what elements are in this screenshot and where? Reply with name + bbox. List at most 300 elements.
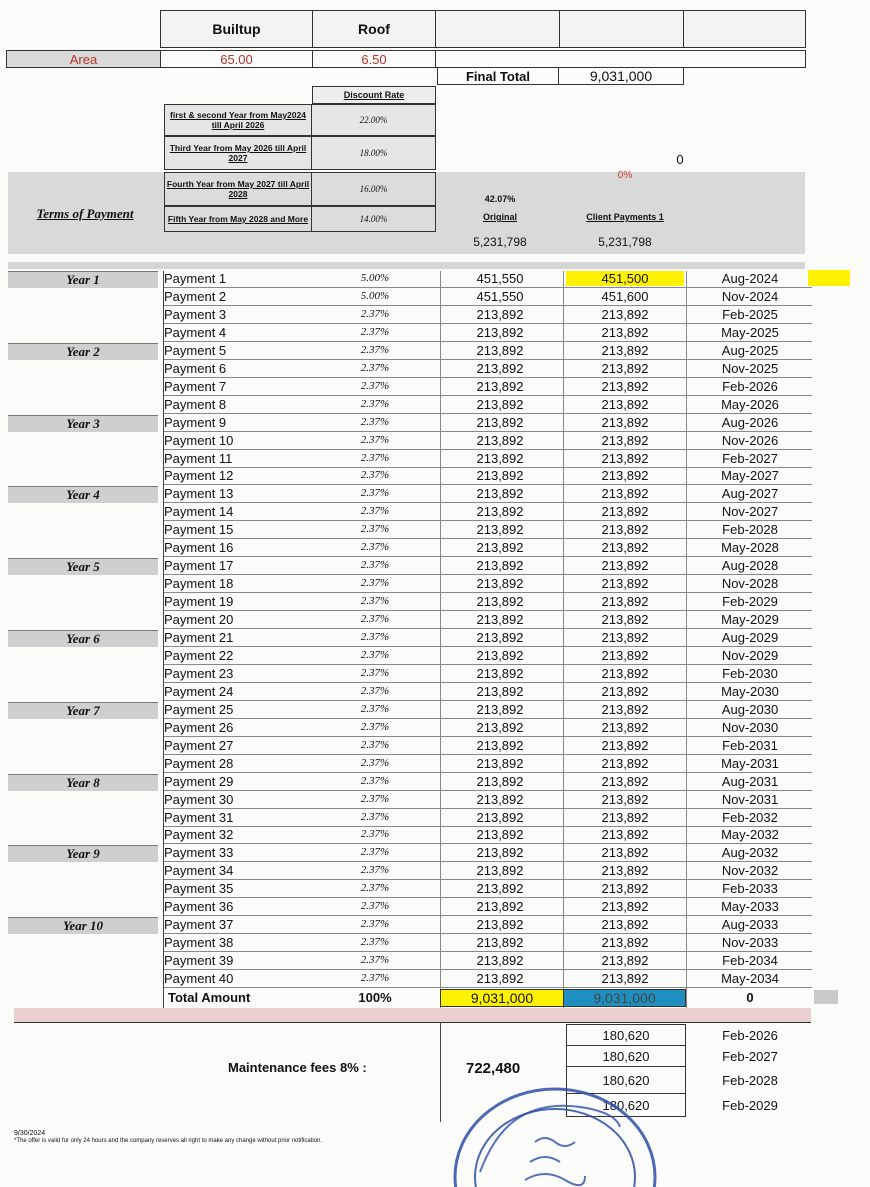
- payment-name: Payment 26: [164, 719, 234, 735]
- payment-client: 213,892: [601, 540, 649, 556]
- table-row: [0, 738, 870, 756]
- payment-name: Payment 3: [164, 306, 227, 322]
- table-row: [0, 953, 870, 971]
- payment-date: Feb-2030: [722, 665, 778, 681]
- payment-percent: 2.37%: [360, 882, 390, 895]
- year-label: Year 9: [8, 845, 158, 862]
- payment-percent: 2.37%: [360, 684, 390, 697]
- year-label: Year 2: [8, 343, 158, 360]
- table-row: [0, 397, 870, 415]
- payment-percent: 2.37%: [360, 343, 390, 356]
- row-rule: [164, 700, 812, 701]
- row-rule: [164, 502, 812, 503]
- payment-original: 213,892: [476, 468, 524, 484]
- payment-client: 213,892: [601, 827, 649, 843]
- year-label: Year 3: [8, 415, 158, 432]
- total-difference: 0: [746, 990, 754, 1005]
- payment-percent: 2.37%: [360, 397, 390, 410]
- payment-date: May-2034: [721, 971, 779, 987]
- payment-name: Payment 20: [164, 612, 234, 628]
- payment-client: 213,892: [601, 468, 649, 484]
- table-row: [0, 540, 870, 558]
- discount-rate-3: 16.00%: [311, 172, 436, 206]
- table-row: [0, 702, 870, 720]
- table-row: [0, 666, 870, 684]
- payment-date: Aug-2030: [721, 701, 779, 717]
- payment-client: 213,892: [601, 396, 649, 412]
- row-rule: [164, 484, 812, 485]
- row-rule: [164, 987, 812, 988]
- row-rule: [164, 969, 812, 970]
- payment-percent: 2.37%: [360, 415, 390, 428]
- payment-name: Payment 24: [164, 683, 234, 699]
- payment-name: Payment 27: [164, 737, 234, 753]
- payment-percent: 5.00%: [360, 272, 390, 284]
- payment-client: 451,600: [601, 288, 649, 304]
- payment-name: Payment 13: [164, 486, 234, 502]
- maint-amount-3: 180,620: [566, 1066, 686, 1094]
- original-percent: 42.07%: [484, 194, 516, 204]
- row-rule: [164, 610, 812, 611]
- payment-client: 213,892: [601, 504, 649, 520]
- payment-name: Payment 21: [164, 630, 234, 645]
- row-rule: [164, 305, 812, 306]
- payment-original: 213,892: [476, 630, 524, 645]
- pink-band: [14, 1008, 811, 1022]
- payment-original: 213,892: [476, 827, 524, 843]
- payment-original: 213,892: [476, 522, 524, 538]
- rule: [14, 1022, 811, 1023]
- payment-date: May-2029: [721, 612, 779, 628]
- row-rule: [164, 826, 812, 827]
- payment-percent: 2.37%: [360, 792, 390, 805]
- payment-name: Payment 38: [164, 935, 234, 951]
- payment-client: 213,892: [601, 935, 649, 951]
- maint-date-4: Feb-2029: [722, 1098, 778, 1113]
- table-row: [0, 289, 870, 307]
- row-rule: [164, 323, 812, 324]
- area-roof: 6.50: [312, 50, 436, 68]
- payment-client: 213,892: [601, 809, 649, 825]
- payment-client: 213,892: [601, 594, 649, 610]
- payment-name: Payment 11: [164, 450, 233, 466]
- payment-date: Nov-2026: [721, 432, 779, 448]
- payment-original: 213,892: [476, 342, 524, 358]
- table-row: [0, 630, 870, 648]
- row-rule: [164, 879, 812, 880]
- payment-name: Payment 39: [164, 953, 234, 969]
- payment-percent: 2.37%: [360, 900, 390, 913]
- client-total: 5,231,798: [598, 235, 652, 249]
- payment-date: Nov-2033: [721, 935, 779, 951]
- payment-client: 213,892: [601, 576, 649, 592]
- table-row: [0, 415, 870, 433]
- payment-date: Nov-2024: [721, 288, 779, 304]
- payment-client: 213,892: [601, 845, 649, 861]
- table-row: [0, 379, 870, 397]
- payment-name: Payment 17: [164, 558, 234, 574]
- payment-date: Feb-2028: [722, 522, 778, 538]
- discount-rate-1: 22.00%: [311, 104, 436, 136]
- payment-name: Payment 28: [164, 755, 234, 771]
- payment-original: 213,892: [476, 701, 524, 717]
- row-rule: [164, 772, 812, 773]
- table-row: [0, 612, 870, 630]
- payment-date: May-2031: [721, 755, 779, 771]
- payment-date: Feb-2032: [722, 809, 778, 825]
- row-rule: [164, 359, 812, 360]
- table-row: [0, 558, 870, 576]
- payment-client: 213,892: [601, 324, 649, 340]
- payment-percent: 2.37%: [360, 720, 390, 733]
- roof-header: Roof: [312, 10, 436, 48]
- payment-percent: 2.37%: [360, 487, 390, 500]
- row-rule: [164, 682, 812, 683]
- payment-date: Aug-2027: [721, 486, 779, 502]
- discount-label-2: Third Year from May 2026 till April 2027: [164, 136, 312, 170]
- payment-name: Payment 32: [164, 827, 234, 843]
- row-rule: [164, 646, 812, 647]
- payment-original: 213,892: [476, 504, 524, 520]
- payment-client: 213,892: [601, 737, 649, 753]
- table-row: [0, 971, 870, 989]
- payment-date: Feb-2033: [722, 881, 778, 897]
- table-row: [0, 343, 870, 361]
- payment-name: Payment 15: [164, 522, 234, 538]
- row-rule: [164, 861, 812, 862]
- payment-original: 213,892: [476, 917, 524, 933]
- payment-percent: 2.37%: [360, 541, 390, 554]
- empty-header-1: [435, 10, 560, 48]
- year-label: Year 5: [8, 558, 158, 575]
- year-label: Year 1: [8, 271, 158, 288]
- payment-percent: 2.37%: [360, 595, 390, 608]
- payment-percent: 2.37%: [360, 505, 390, 518]
- payment-client: 213,892: [601, 522, 649, 538]
- payment-date: May-2033: [721, 899, 779, 915]
- payment-percent: 2.37%: [360, 523, 390, 536]
- table-row: [0, 361, 870, 379]
- row-rule: [164, 664, 812, 665]
- table-row: [0, 792, 870, 810]
- payment-date: Feb-2025: [722, 306, 778, 322]
- row-rule: [164, 287, 812, 288]
- payment-date: Nov-2030: [721, 719, 779, 735]
- payment-date: Feb-2034: [722, 953, 778, 969]
- payment-client: 213,892: [601, 630, 649, 645]
- payment-percent: 2.37%: [360, 972, 390, 985]
- payment-original: 213,892: [476, 791, 524, 807]
- payment-original: 213,892: [476, 647, 524, 663]
- payment-name: Payment 14: [164, 504, 234, 520]
- payment-client: 213,892: [601, 899, 649, 915]
- table-row: [0, 504, 870, 522]
- payment-original: 213,892: [476, 719, 524, 735]
- payment-original: 213,892: [476, 881, 524, 897]
- payment-name: Payment 36: [164, 899, 234, 915]
- payment-original: 213,892: [476, 612, 524, 628]
- row-rule: [164, 574, 812, 575]
- payment-original: 213,892: [476, 396, 524, 412]
- payment-original: 213,892: [476, 755, 524, 771]
- year-label: Year 10: [8, 917, 158, 934]
- table-row: [0, 935, 870, 953]
- payment-name: Payment 34: [164, 863, 234, 879]
- payment-percent: 2.37%: [360, 559, 390, 572]
- company-stamp-icon: [440, 1062, 680, 1187]
- payment-date: Nov-2029: [721, 647, 779, 663]
- payment-date: Feb-2031: [722, 737, 778, 753]
- payment-percent: 2.37%: [360, 631, 390, 643]
- maintenance-total: 722,480: [466, 1060, 521, 1077]
- payment-client: 213,892: [601, 558, 649, 574]
- payment-percent: 2.37%: [360, 828, 390, 841]
- footer-date: 9/30/2024: [14, 1130, 46, 1137]
- payment-client: 213,892: [601, 719, 649, 735]
- payment-original: 213,892: [476, 558, 524, 574]
- table-row: [0, 468, 870, 486]
- payment-percent: 2.37%: [360, 738, 390, 751]
- payment-original: 213,892: [476, 683, 524, 699]
- payment-percent: 2.37%: [360, 846, 390, 859]
- payment-name: Payment 23: [164, 665, 234, 681]
- payment-date: Aug-2028: [721, 558, 779, 574]
- row-rule: [164, 790, 812, 791]
- table-row: [0, 594, 870, 612]
- table-row: [0, 325, 870, 343]
- payment-date: Nov-2027: [721, 504, 779, 520]
- row-rule: [164, 933, 812, 934]
- terms-of-payment-label: Terms of Payment: [36, 206, 134, 221]
- client-percent: 0%: [617, 170, 633, 181]
- payment-date: May-2025: [721, 324, 779, 340]
- payment-client: 213,892: [601, 953, 649, 969]
- payment-name: Payment 9: [164, 414, 227, 430]
- row-rule: [164, 556, 812, 557]
- table-row: [0, 486, 870, 504]
- payment-client: 213,892: [601, 773, 649, 789]
- maintenance-label: Maintenance fees 8% :: [228, 1060, 367, 1075]
- payment-original: 213,892: [476, 486, 524, 502]
- area-builtup: 65.00: [160, 50, 313, 68]
- payment-date: May-2032: [721, 827, 779, 843]
- payment-original: 213,892: [476, 576, 524, 592]
- payment-original: 451,550: [476, 271, 524, 286]
- payment-original: 213,892: [476, 863, 524, 879]
- payment-name: Payment 31: [164, 809, 234, 825]
- total-client: 9,031,000: [563, 989, 686, 1007]
- payment-name: Payment 35: [164, 881, 234, 897]
- payment-percent: 2.37%: [360, 936, 390, 949]
- year-label: Year 7: [8, 702, 158, 719]
- discount-rate-header: Discount Rate: [312, 86, 436, 104]
- separator-band: [8, 262, 805, 269]
- table-row: [0, 845, 870, 863]
- discount-label-3: Fourth Year from May 2027 till April 2028: [164, 172, 312, 206]
- table-row: [0, 899, 870, 917]
- row-rule: [164, 718, 812, 719]
- payment-original: 213,892: [476, 899, 524, 915]
- payment-percent: 2.37%: [360, 307, 390, 320]
- row-rule: [164, 467, 812, 468]
- payment-original: 213,892: [476, 378, 524, 394]
- payment-client: 213,892: [601, 360, 649, 376]
- original-label: Original: [482, 212, 517, 222]
- discount-label-1: first & second Year from May2024 till April 2026: [164, 104, 312, 136]
- payment-client: 451,500: [566, 271, 684, 286]
- payment-name: Payment 40: [164, 971, 234, 987]
- payment-percent: 5.00%: [360, 289, 390, 302]
- total-original: 9,031,000: [440, 989, 564, 1007]
- row-rule: [164, 341, 812, 342]
- payment-name: Payment 8: [164, 396, 227, 412]
- payment-percent: 2.37%: [360, 702, 390, 715]
- table-row: [0, 774, 870, 792]
- row-rule: [164, 628, 812, 629]
- payment-original: 213,892: [476, 432, 524, 448]
- payment-date: May-2027: [721, 468, 779, 484]
- payment-name: Payment 7: [164, 378, 227, 394]
- payment-percent: 2.37%: [360, 810, 390, 823]
- original-total: 5,231,798: [473, 235, 527, 249]
- payment-client: 213,892: [601, 306, 649, 322]
- row-rule: [164, 897, 812, 898]
- payment-percent: 2.37%: [360, 954, 390, 967]
- builtup-header: Builtup: [160, 10, 313, 48]
- table-row: [0, 648, 870, 666]
- table-row: [0, 810, 870, 828]
- payment-name: Payment 4: [164, 324, 227, 340]
- row-rule: [164, 449, 812, 450]
- table-row: [0, 684, 870, 702]
- payment-date: Aug-2025: [721, 342, 779, 358]
- client-payments-label: Client Payments 1: [586, 212, 664, 222]
- payment-date: Nov-2025: [721, 360, 779, 376]
- area-empty: [435, 50, 806, 68]
- payment-name: Payment 5: [164, 342, 227, 358]
- payment-name: Payment 10: [164, 432, 234, 448]
- payment-original: 213,892: [476, 414, 524, 430]
- row-rule: [164, 395, 812, 396]
- footer-note: *The offer is valid for only 24 hours and the company reserves all right to make any change without prior notification.: [14, 1138, 323, 1144]
- table-row: [0, 522, 870, 540]
- payment-client: 213,892: [601, 414, 649, 430]
- payment-percent: 2.37%: [360, 379, 390, 392]
- payment-original: 213,892: [476, 971, 524, 987]
- row-rule: [164, 592, 812, 593]
- row-rule: [164, 736, 812, 737]
- total-percent: 100%: [358, 990, 392, 1005]
- payment-date: May-2030: [721, 683, 779, 699]
- payment-original: 213,892: [476, 953, 524, 969]
- row-rule: [164, 843, 812, 844]
- payment-date: May-2028: [721, 540, 779, 556]
- payment-name: Payment 19: [164, 594, 234, 610]
- payment-original: 213,892: [476, 324, 524, 340]
- payment-client: 213,892: [601, 486, 649, 502]
- maint-date-3: Feb-2028: [722, 1073, 778, 1088]
- payment-percent: 2.37%: [360, 864, 390, 877]
- empty-header-3: [683, 10, 806, 48]
- payment-percent: 2.37%: [360, 451, 390, 464]
- payment-percent: 2.37%: [360, 469, 390, 482]
- payment-client: 213,892: [601, 755, 649, 771]
- payment-percent: 2.37%: [360, 666, 390, 679]
- table-row: [0, 720, 870, 738]
- payment-date: May-2026: [721, 396, 779, 412]
- zero-value: 0: [676, 152, 684, 167]
- area-label: Area: [6, 50, 161, 68]
- final-total-label: Final Total: [437, 67, 559, 85]
- payment-original: 213,892: [476, 773, 524, 789]
- payment-name: Payment 6: [164, 360, 227, 376]
- payment-percent: 2.37%: [360, 433, 390, 446]
- payment-date: Feb-2026: [722, 378, 778, 394]
- table-row: [0, 827, 870, 845]
- total-marker: [814, 990, 838, 1004]
- row-rule: [164, 538, 812, 539]
- payment-client: 213,892: [601, 665, 649, 681]
- year-label: Year 8: [8, 774, 158, 791]
- row-rule: [164, 754, 812, 755]
- payment-name: Payment 22: [164, 647, 234, 663]
- maint-amount-2: 180,620: [566, 1045, 686, 1067]
- payment-percent: 2.37%: [360, 774, 390, 787]
- payment-client: 213,892: [601, 881, 649, 897]
- maint-date-1: Feb-2026: [722, 1028, 778, 1043]
- empty-header-2: [559, 10, 684, 48]
- maint-amount-4: 180,620: [566, 1093, 686, 1117]
- discount-rate-4: 14.00%: [311, 206, 436, 232]
- payment-original: 213,892: [476, 450, 524, 466]
- payment-name: Payment 29: [164, 773, 234, 789]
- payment-name: Payment 25: [164, 701, 234, 717]
- maint-amount-1: 180,620: [566, 1024, 686, 1046]
- row-rule: [164, 431, 812, 432]
- total-amount-label: Total Amount: [168, 990, 251, 1005]
- payment-date: Aug-2033: [721, 917, 779, 933]
- table-row: [0, 881, 870, 899]
- payment-date: Feb-2027: [722, 450, 778, 466]
- payment-original: 451,550: [476, 288, 524, 304]
- payment-name: Payment 18: [164, 576, 234, 592]
- payment-client: 213,892: [601, 647, 649, 663]
- payment-date: Aug-2024: [721, 271, 779, 286]
- payment-client: 213,892: [601, 432, 649, 448]
- table-row: [0, 433, 870, 451]
- payment-original: 213,892: [476, 306, 524, 322]
- payment-date: Aug-2026: [721, 414, 779, 430]
- table-row: [0, 917, 870, 935]
- payment-original: 213,892: [476, 540, 524, 556]
- payment-percent: 2.37%: [360, 577, 390, 590]
- table-row: [0, 756, 870, 774]
- payment-name: Payment 33: [164, 845, 234, 861]
- payment-original: 213,892: [476, 737, 524, 753]
- maint-date-2: Feb-2027: [722, 1049, 778, 1064]
- payment-date: Aug-2032: [721, 845, 779, 861]
- payment-date: Aug-2029: [721, 630, 779, 645]
- payment-name: Payment 2: [164, 288, 227, 304]
- year-label: Year 4: [8, 486, 158, 503]
- payment-name: Payment 30: [164, 791, 234, 807]
- payment-percent: 2.37%: [360, 648, 390, 661]
- table-row: [0, 271, 870, 289]
- payment-percent: 2.37%: [360, 325, 390, 338]
- table-row: [0, 863, 870, 881]
- payment-percent: 2.37%: [360, 918, 390, 931]
- payment-client: 213,892: [601, 863, 649, 879]
